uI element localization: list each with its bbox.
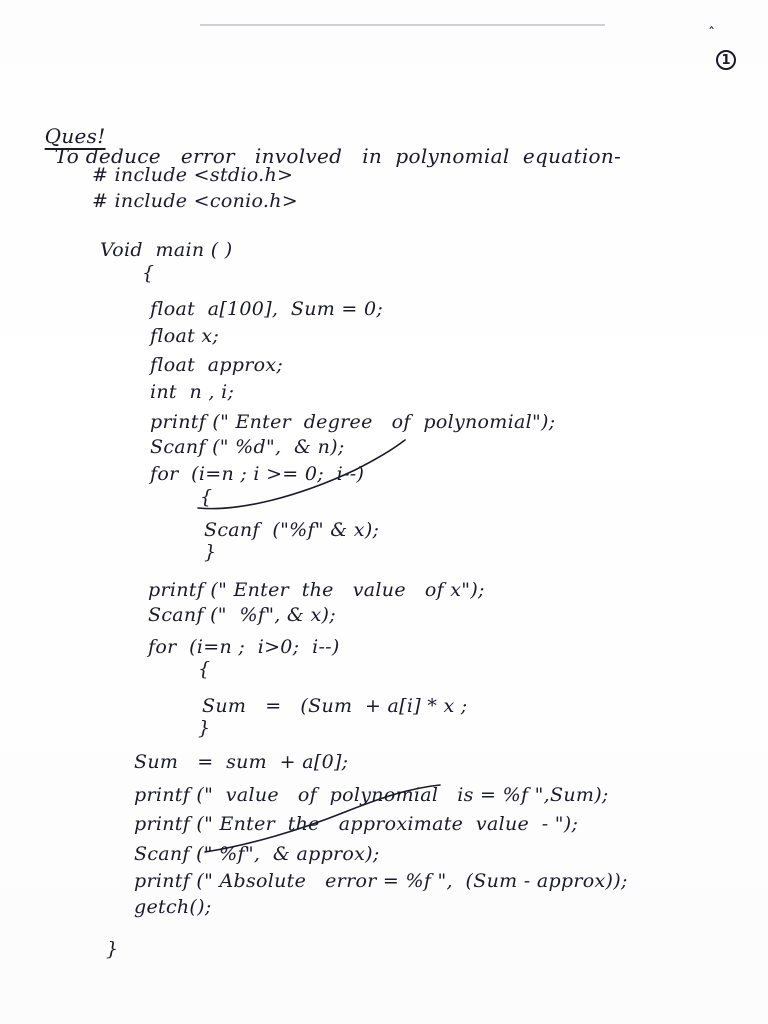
- code-line-close-brace-2: }: [204, 541, 217, 563]
- code-line-sum-final: Sum = sum + a[0];: [134, 751, 349, 773]
- code-line-scanf-approx: Scanf (" %f", & approx);: [134, 843, 380, 865]
- code-line-declare-approx: float approx;: [150, 354, 284, 376]
- code-line-printf-error: printf (" Absolute error = %f ", (Sum - approx));: [134, 870, 628, 892]
- code-line-main: Void main ( ): [100, 239, 233, 261]
- code-line-for-loop-1: for (i=n ; i >= 0; i--): [150, 463, 365, 485]
- corner-mark: ˆ: [708, 26, 715, 42]
- code-line-declare-array: float a[100], Sum = 0;: [150, 298, 384, 320]
- code-line-close-brace-3: }: [198, 717, 211, 739]
- page-top-edge: [200, 24, 605, 26]
- code-line-getch: getch();: [134, 896, 212, 918]
- code-line-printf-degree: printf (" Enter degree of polynomial");: [150, 411, 556, 433]
- code-line-declare-int: int n , i;: [150, 381, 235, 403]
- code-line-include-conio: # include <conio.h>: [92, 190, 298, 212]
- code-line-open-brace-2: {: [200, 486, 213, 508]
- code-line-declare-x: float x;: [150, 325, 220, 347]
- code-line-close-brace-main: }: [106, 938, 119, 960]
- code-line-open-brace: {: [142, 262, 155, 284]
- code-line-scanf-coeff: Scanf ("%f" & x);: [204, 519, 380, 541]
- code-line-printf-approx: printf (" Enter the approximate value - ");: [134, 813, 579, 835]
- code-line-for-loop-2: for (i=n ; i>0; i--): [148, 636, 340, 658]
- code-line-sum-accumulate: Sum = (Sum + a[i] * x ;: [202, 695, 468, 717]
- code-line-scanf-degree: Scanf (" %d", & n);: [150, 436, 345, 458]
- page-number-badge: 1: [716, 50, 736, 70]
- code-line-printf-x: printf (" Enter the value of x");: [148, 579, 485, 601]
- code-line-open-brace-3: {: [198, 658, 211, 680]
- code-line-include-stdio: # include <stdio.h>: [92, 164, 294, 186]
- question-text: To deduce error involved in polynomial equation-: [54, 144, 622, 168]
- question-label: Ques!: [44, 124, 106, 148]
- code-line-scanf-x: Scanf (" %f", & x);: [148, 604, 336, 626]
- code-line-printf-value: printf (" value of polynomial is = %f ",Sum);: [134, 784, 609, 806]
